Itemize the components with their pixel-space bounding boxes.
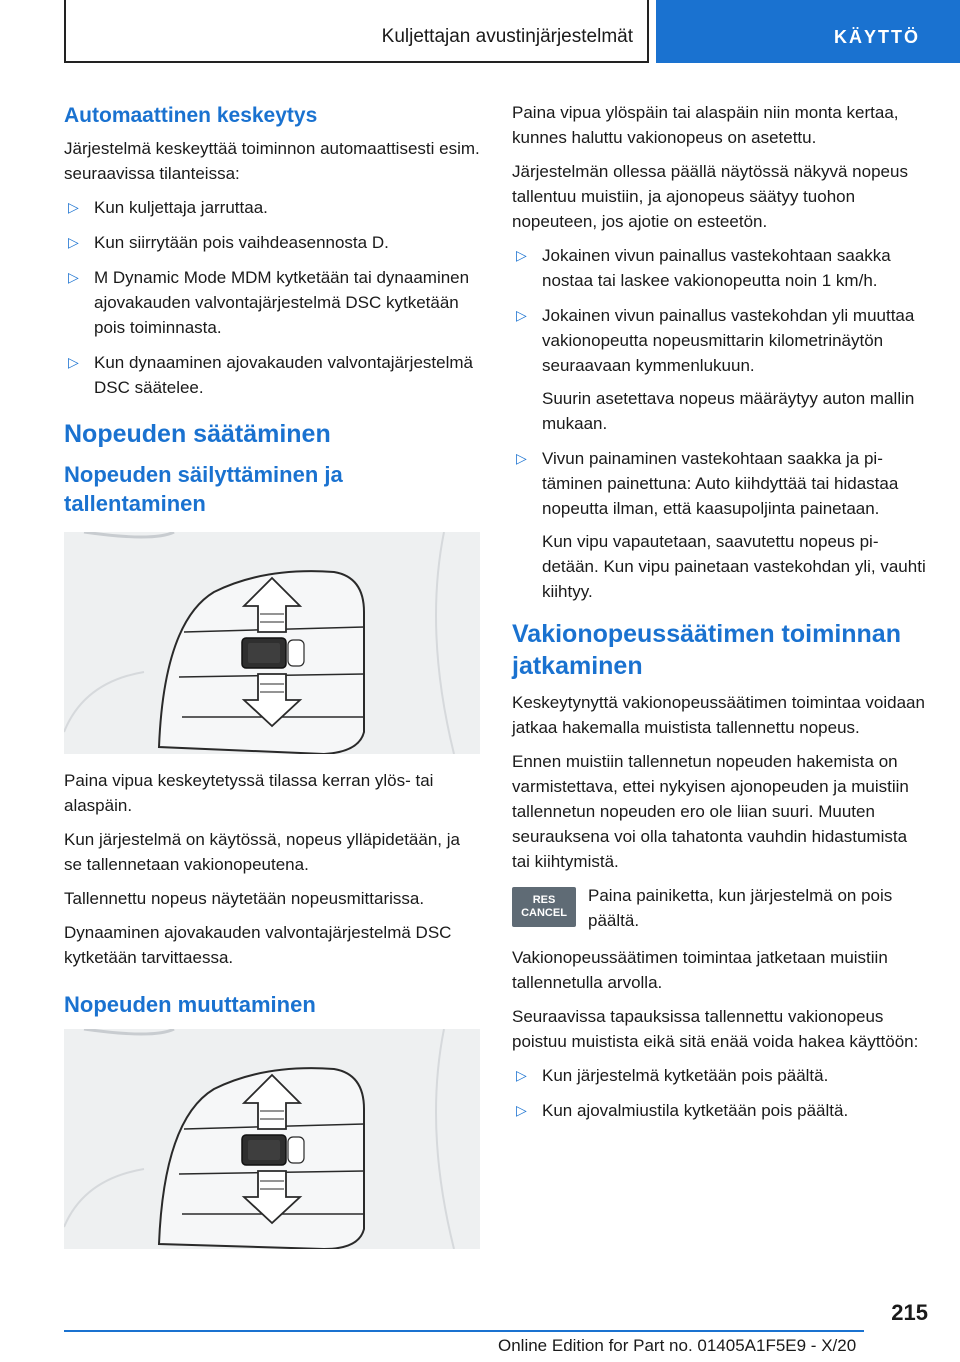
triangle-bullet-icon: ▷ xyxy=(68,354,79,370)
paragraph: Järjestelmä keskeyttää toiminnon automaattisesti esim. seuraavissa tilanteissa: xyxy=(64,139,480,183)
paragraph: Vakionopeussäätimen toimintaa jatketaan muistiin tallennetulla arvolla. xyxy=(512,948,888,992)
list-item: ▷ Kun ajovalmiustila kytketään pois päältä. xyxy=(512,1098,928,1123)
steering-wheel-lever-icon xyxy=(64,532,480,754)
list-item: ▷ Vivun painaminen vastekohtaan saakka ja pitäminen painettuna: Auto kiihdyttää tai hidastaa nopeutta ilman, että kaasupoljinta painetaan. Kun vipu vapautetaan, saavutettu nopeus pidetään. Kun vipu painetaan vastekohdan yli, vauhti kiihtyy. xyxy=(512,446,928,604)
triangle-bullet-icon: ▷ xyxy=(516,450,527,466)
change-list xyxy=(512,243,928,604)
steering-wheel-lever-figure xyxy=(64,532,480,754)
list-item: ▷ Jokainen vivun painallus vastekohdan yli muuttaa vakionopeutta nopeusmittarin kilometrinäytön seuraavaan kymmenlukuun. Suurin asetettava nopeus määräytyy auton mallin mukaan. xyxy=(512,303,928,436)
list-item: ▷ Kun dynaaminen ajovakauden valvontajärjestelmä DSC säätelee. xyxy=(64,350,480,400)
paragraph: Dynaaminen ajovakauden valvontajärjestelmä DSC kytketään tarvittaessa. xyxy=(64,923,452,967)
paragraph: Järjestelmän ollessa päällä näytössä näkyvä nopeus tallentuu muistiin, ja ajonopeus säätyy tuohon nopeuteen, jos ajotie on esteetön. xyxy=(512,162,908,231)
list-item-continuation: Kun vipu vapautetaan, saavutettu nopeus pidetään. Kun vipu painetaan vastekohdan yli, vauhti kiihtyy. xyxy=(542,532,926,601)
paragraph: Ennen muistiin tallennetun nopeuden hakemista on varmistettava, ettei nykyisen ajonopeuden ja muistiin tallennetun nopeuden ero ole liian suuri. Muuten seurauksena voi olla tahatonta vauhdin hidastumista tai kiihtymistä. xyxy=(512,752,909,871)
res-instruction-text: Paina painiketta, kun järjestelmä on pois päältä. xyxy=(588,886,893,930)
steering-wheel-lever-figure-2 xyxy=(64,1029,480,1249)
heading-speed-change: Nopeuden muuttaminen xyxy=(64,992,316,1017)
res-cancel-instruction xyxy=(512,883,928,933)
paragraph: Paina vipua ylöspäin tai alaspäin niin monta kertaa, kunnes haluttu vakionopeus on asetettu. xyxy=(512,103,899,147)
left-column xyxy=(64,100,480,1263)
triangle-bullet-icon: ▷ xyxy=(68,269,79,285)
header-chapter-tab xyxy=(656,0,960,63)
paragraph: Keskeytynyttä vakionopeussäätimen toimintaa voidaan jatkaa hakemalla muistista tallennettu nopeus. xyxy=(512,693,925,737)
paragraph: Kun järjestelmä on käytössä, nopeus ylläpidetään, ja se tallennetaan vakionopeutena. xyxy=(64,830,460,874)
triangle-bullet-icon: ▷ xyxy=(516,307,527,323)
triangle-bullet-icon: ▷ xyxy=(68,199,79,215)
list-item: ▷ Kun kuljettaja jarruttaa. xyxy=(64,195,480,220)
heading-speed-store: Nopeuden säilyttäminen ja tallentaminen xyxy=(64,462,343,516)
triangle-bullet-icon: ▷ xyxy=(516,1067,527,1083)
list-item: ▷ Kun järjestelmä kytketään pois päältä. xyxy=(512,1063,928,1088)
paragraph: Paina vipua keskeytetyssä tilassa kerran ylös- tai alaspäin. xyxy=(64,771,434,815)
paragraph: Seuraavissa tapauksissa tallennettu vakionopeus poistuu muistista eikä sitä enää voida hakea käyttöön: xyxy=(512,1007,919,1051)
list-item-continuation: Suurin asetettava nopeus määräytyy auton mallin mukaan. xyxy=(542,389,915,433)
page-number: 215 xyxy=(891,1300,928,1325)
resume-list xyxy=(512,1063,928,1123)
interrupt-list xyxy=(64,195,480,400)
triangle-bullet-icon: ▷ xyxy=(516,247,527,263)
right-column xyxy=(512,100,928,1133)
chapter-title: KÄYTTÖ xyxy=(834,27,920,47)
list-item: ▷ Kun siirrytään pois vaihdeasennosta D. xyxy=(64,230,480,255)
footer-edition: Online Edition for Part no. 01405A1F5E9 - X/20 xyxy=(498,1336,857,1355)
res-cancel-button-icon: RES CANCEL xyxy=(512,887,576,927)
section-title: Kuljettajan avustinjärjestelmät xyxy=(381,26,633,47)
heading-resume: Vakionopeussäätimen toiminnan jatkaminen xyxy=(512,620,901,680)
triangle-bullet-icon: ▷ xyxy=(516,1102,527,1118)
list-item: ▷ Jokainen vivun painallus vastekohtaan saakka nostaa tai laskee vakionopeutta noin 1 km/h. xyxy=(512,243,928,293)
triangle-bullet-icon: ▷ xyxy=(68,234,79,250)
list-item: ▷ M Dynamic Mode MDM kytketään tai dynaaminen ajovakauden valvontajärjestelmä DSC kytketään pois toiminnasta. xyxy=(64,265,480,340)
heading-speed-adjust: Nopeuden säätäminen xyxy=(64,420,331,448)
header-section-box xyxy=(64,0,649,63)
heading-automatic-interrupt: Automaattinen keskeytys xyxy=(64,104,318,127)
steering-wheel-lever-icon xyxy=(64,1029,480,1249)
footer-divider xyxy=(64,1330,864,1332)
paragraph: Tallennettu nopeus näytetään nopeusmittarissa. xyxy=(64,889,425,908)
